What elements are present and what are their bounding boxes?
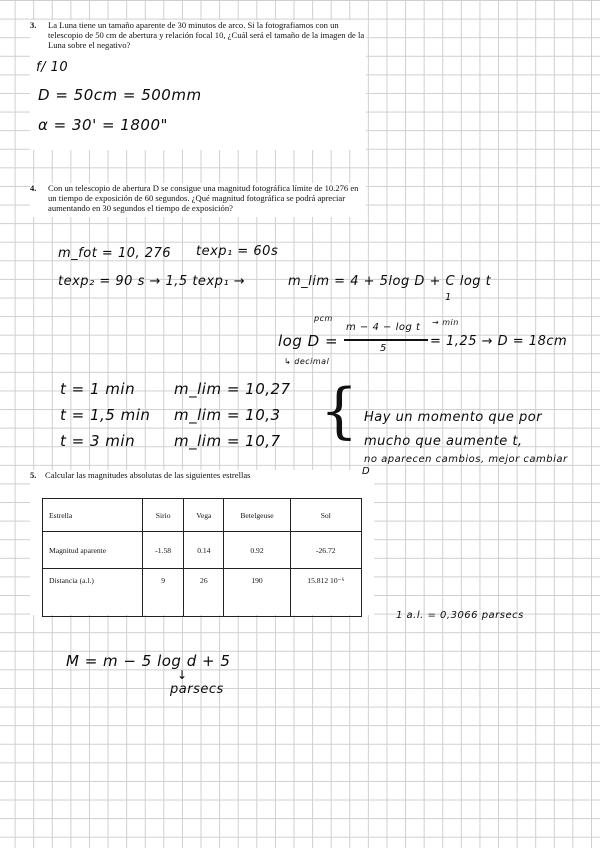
hw-p4-fraction-line — [344, 339, 428, 341]
problem-5-text: Calcular las magnitudes absolutas de las siguientes estrellas — [45, 470, 251, 480]
table-header-row — [43, 499, 362, 532]
hw-p4-mlim-formula: m_lim = 4 + 5log D + C log t — [288, 274, 492, 289]
hw-p5-down-arrow-icon: ↓ — [177, 668, 188, 682]
table-header-cell: Vega — [184, 499, 224, 532]
hw-p4-m1: m_lim = 10,27 — [174, 380, 291, 398]
problem-4-number: 4. — [30, 183, 37, 193]
problem-5 — [30, 470, 374, 615]
table-cell: -1.58 — [143, 532, 184, 569]
hw-p4-one: 1 — [445, 292, 452, 303]
table-row — [43, 532, 362, 569]
hw-p5-formula: M = m − 5 log d + 5 — [66, 652, 231, 670]
hw-p3-diameter: D = 50cm = 500mm — [38, 86, 202, 104]
hw-p4-t2: t = 1,5 min — [60, 406, 151, 424]
hw-p4-brace: { — [320, 376, 359, 446]
table-header-cell: Estrella — [43, 499, 143, 532]
hw-p5-parsecs: parsecs — [170, 682, 224, 697]
table-cell: 15.812 10⁻⁶ — [290, 569, 361, 617]
table-cell: 190 — [224, 569, 290, 617]
hw-p4-logd: log D = — [278, 332, 339, 350]
table-row — [43, 569, 362, 617]
table-cell: 9 — [143, 569, 184, 617]
hw-p4-texp2: texp₂ = 90 s → 1,5 texp₁ → — [58, 274, 246, 289]
problem-5-number: 5. — [30, 470, 37, 480]
hw-p4-note-1: Hay un momento que por — [364, 410, 543, 425]
hw-p4-decimal: ↳ decimal — [284, 357, 330, 366]
hw-p5-conversion: 1 a.l. = 0,3066 parsecs — [396, 610, 524, 621]
hw-p4-note-3: no aparecen cambios, mejor cambiar — [364, 454, 568, 465]
hw-p4-texp1: texp₁ = 60s — [196, 244, 279, 259]
problem-5-title — [30, 470, 251, 480]
table-cell: 26 — [184, 569, 224, 617]
hw-p4-note-4: D — [362, 466, 371, 477]
table-header-cell: Sirio — [143, 499, 184, 532]
hw-p4-result: = 1,25 → D = 18cm — [430, 334, 568, 349]
hw-p4-m2: m_lim = 10,3 — [174, 406, 281, 424]
problem-4-text: Con un telescopio de abertura D se consigue una magnitud fotográfica límite de 10.276 en un tiempo de exposición de 60 segundos. ¿Qué magnitud fotográfica se podrá apreciar aumentando en 30 segundos el tiempo de exposición? — [48, 183, 359, 214]
hw-p4-pcm: pcm — [314, 314, 333, 323]
stars-table — [42, 498, 362, 617]
table-cell: 0.92 — [224, 532, 290, 569]
hw-p3-focal: f/ 10 — [36, 60, 69, 75]
hw-p4-note-2: mucho que aumente t, — [364, 434, 523, 449]
hw-p4-denominator: 5 — [380, 343, 387, 354]
hw-p4-t1: t = 1 min — [60, 380, 136, 398]
hw-p4-mfot: m_fot = 10, 276 — [58, 246, 172, 261]
hw-p3-alpha: α = 30' = 1800" — [38, 116, 168, 134]
table-cell: Distancia (a.l.) — [43, 569, 143, 617]
table-cell: 0.14 — [184, 532, 224, 569]
problem-3-number: 3. — [30, 20, 37, 30]
table-header-cell: Betelgeuse — [224, 499, 290, 532]
problem-4 — [30, 183, 366, 217]
hw-p4-numerator: m − 4 − log t — [346, 322, 421, 333]
table-header-cell: Sol — [290, 499, 361, 532]
problem-3-text: La Luna tiene un tamaño aparente de 30 minutos de arco. Si la fotografiamos con un telescopio de 50 cm de abertura y relación focal 10, ¿Cuál será el tamaño de la imagen de la Luna sobre el negativo? — [48, 20, 365, 51]
table-cell: Magnitud aparente — [43, 532, 143, 569]
hw-p4-m3: m_lim = 10,7 — [174, 432, 281, 450]
hw-p4-t3: t = 3 min — [60, 432, 136, 450]
table-cell: -26.72 — [290, 532, 361, 569]
hw-p4-min: → min — [432, 318, 459, 327]
